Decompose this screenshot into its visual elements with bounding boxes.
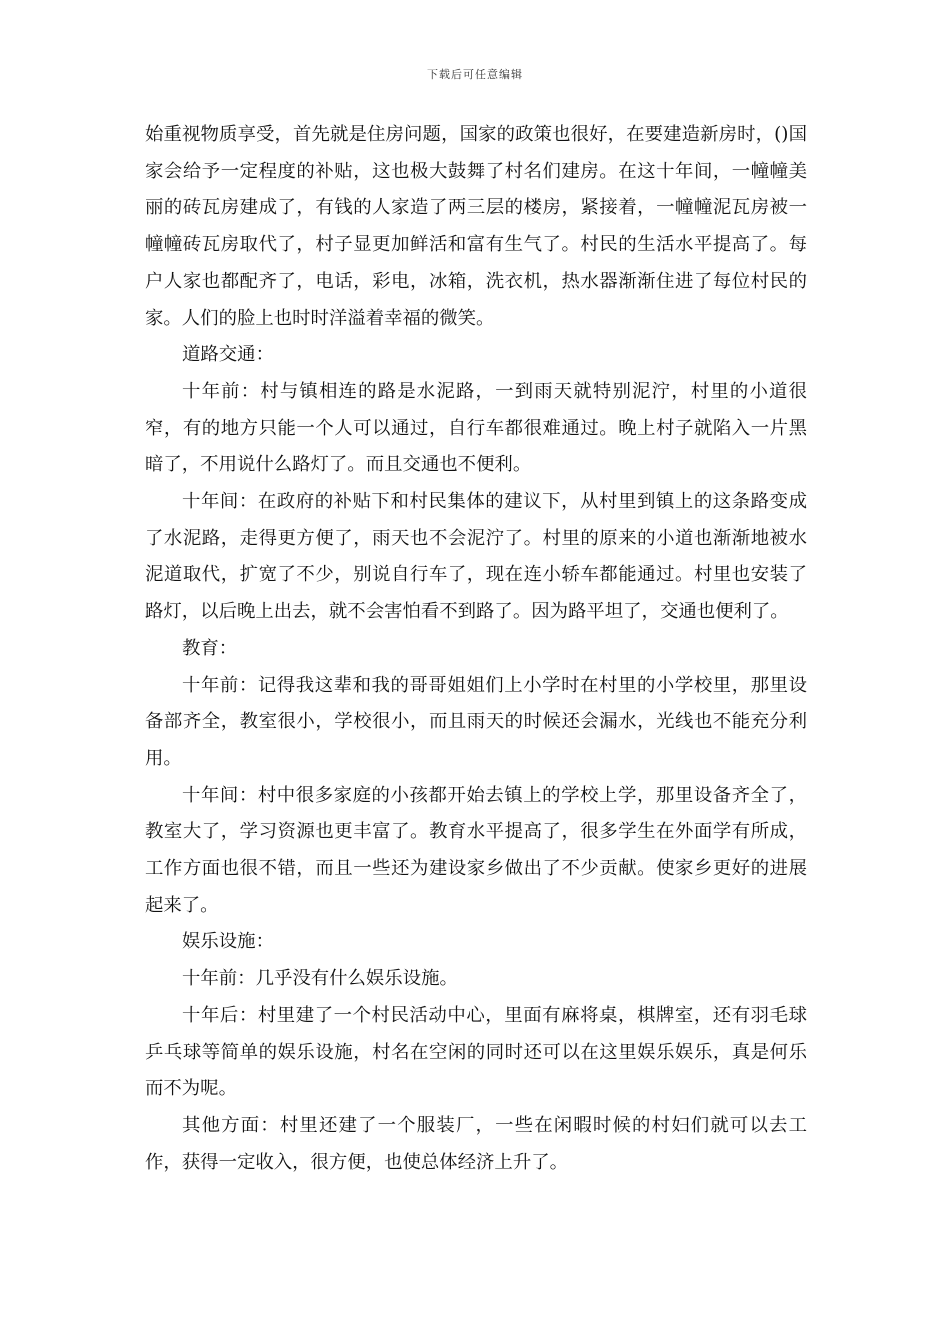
paragraph-other-aspects: 其他方面：村里还建了一个服装厂，一些在闲暇时候的村妇们就可以去工作，获得一定收入，很方便，也使总体经济上升了。: [145, 1114, 807, 1173]
paragraph-education-before: 十年前：记得我这辈和我的哥哥姐姐们上小学时在村里的小学校里，那里设备部齐全，教室很小，学校很小，而且雨天的时候还会漏水，光线也不能充分利用。: [145, 674, 807, 769]
paragraph-housing-continued: 始重视物质享受，首先就是住房问题，国家的政策也很好，在要建造新房时，()国家会给予一定程度的补贴，这也极大鼓舞了村名们建房。在这十年间，一幢幢美丽的砖瓦房建成了，有钱的人家造了两三层的楼房，紧接着，一幢幢泥瓦房被一幢幢砖瓦房取代了，村子显更加鲜活和富有生气了。村民的生活水平提高了。每户人家也都配齐了，电话，彩电，冰箱，洗衣机，热水器渐渐住进了每位村民的家。人们的脸上也时时洋溢着幸福的微笑。: [145, 124, 807, 329]
page-header-note: 下载后可任意编辑: [427, 68, 523, 81]
paragraph-entertainment-after: 十年后：村里建了一个村民活动中心，里面有麻将桌，棋牌室，还有羽毛球乒乓球等简单的娱乐设施，村名在空闲的同时还可以在这里娱乐娱乐，真是何乐而不为呢。: [145, 1004, 807, 1100]
section-heading-entertainment: 娱乐设施：: [182, 931, 274, 953]
paragraph-education-during: 十年间：村中很多家庭的小孩都开始去镇上的学校上学，那里设备齐全了，教室大了，学习资源也更丰富了。教育水平提高了，很多学生在外面学有所成，工作方面也很不错，而且一些还为建设家乡做出了不少贡献。使家乡更好的进展起来了。: [145, 784, 807, 916]
paragraph-roads-before: 十年前：村与镇相连的路是水泥路，一到雨天就特别泥泞，村里的小道很窄，有的地方只能一个人可以通过，自行车都很难通过。晚上村子就陷入一片黑暗了，不用说什么路灯了。而且交通也不便利。: [145, 380, 807, 476]
section-heading-education: 教育：: [182, 637, 238, 659]
section-heading-roads: 道路交通：: [182, 344, 274, 366]
paragraph-roads-during: 十年间：在政府的补贴下和村民集体的建议下，从村里到镇上的这条路变成了水泥路，走得更方便了，雨天也不会泥泞了。村里的原来的小道也渐渐地被水泥道取代，扩宽了不少，别说自行车了，现在连小轿车都能通过。村里也安装了路灯，以后晚上出去，就不会害怕看不到路了。因为路平坦了，交通也便利了。: [145, 491, 807, 623]
paragraph-entertainment-before: 十年前：几乎没有什么娱乐设施。: [182, 968, 458, 990]
document-body: [145, 117, 807, 1181]
